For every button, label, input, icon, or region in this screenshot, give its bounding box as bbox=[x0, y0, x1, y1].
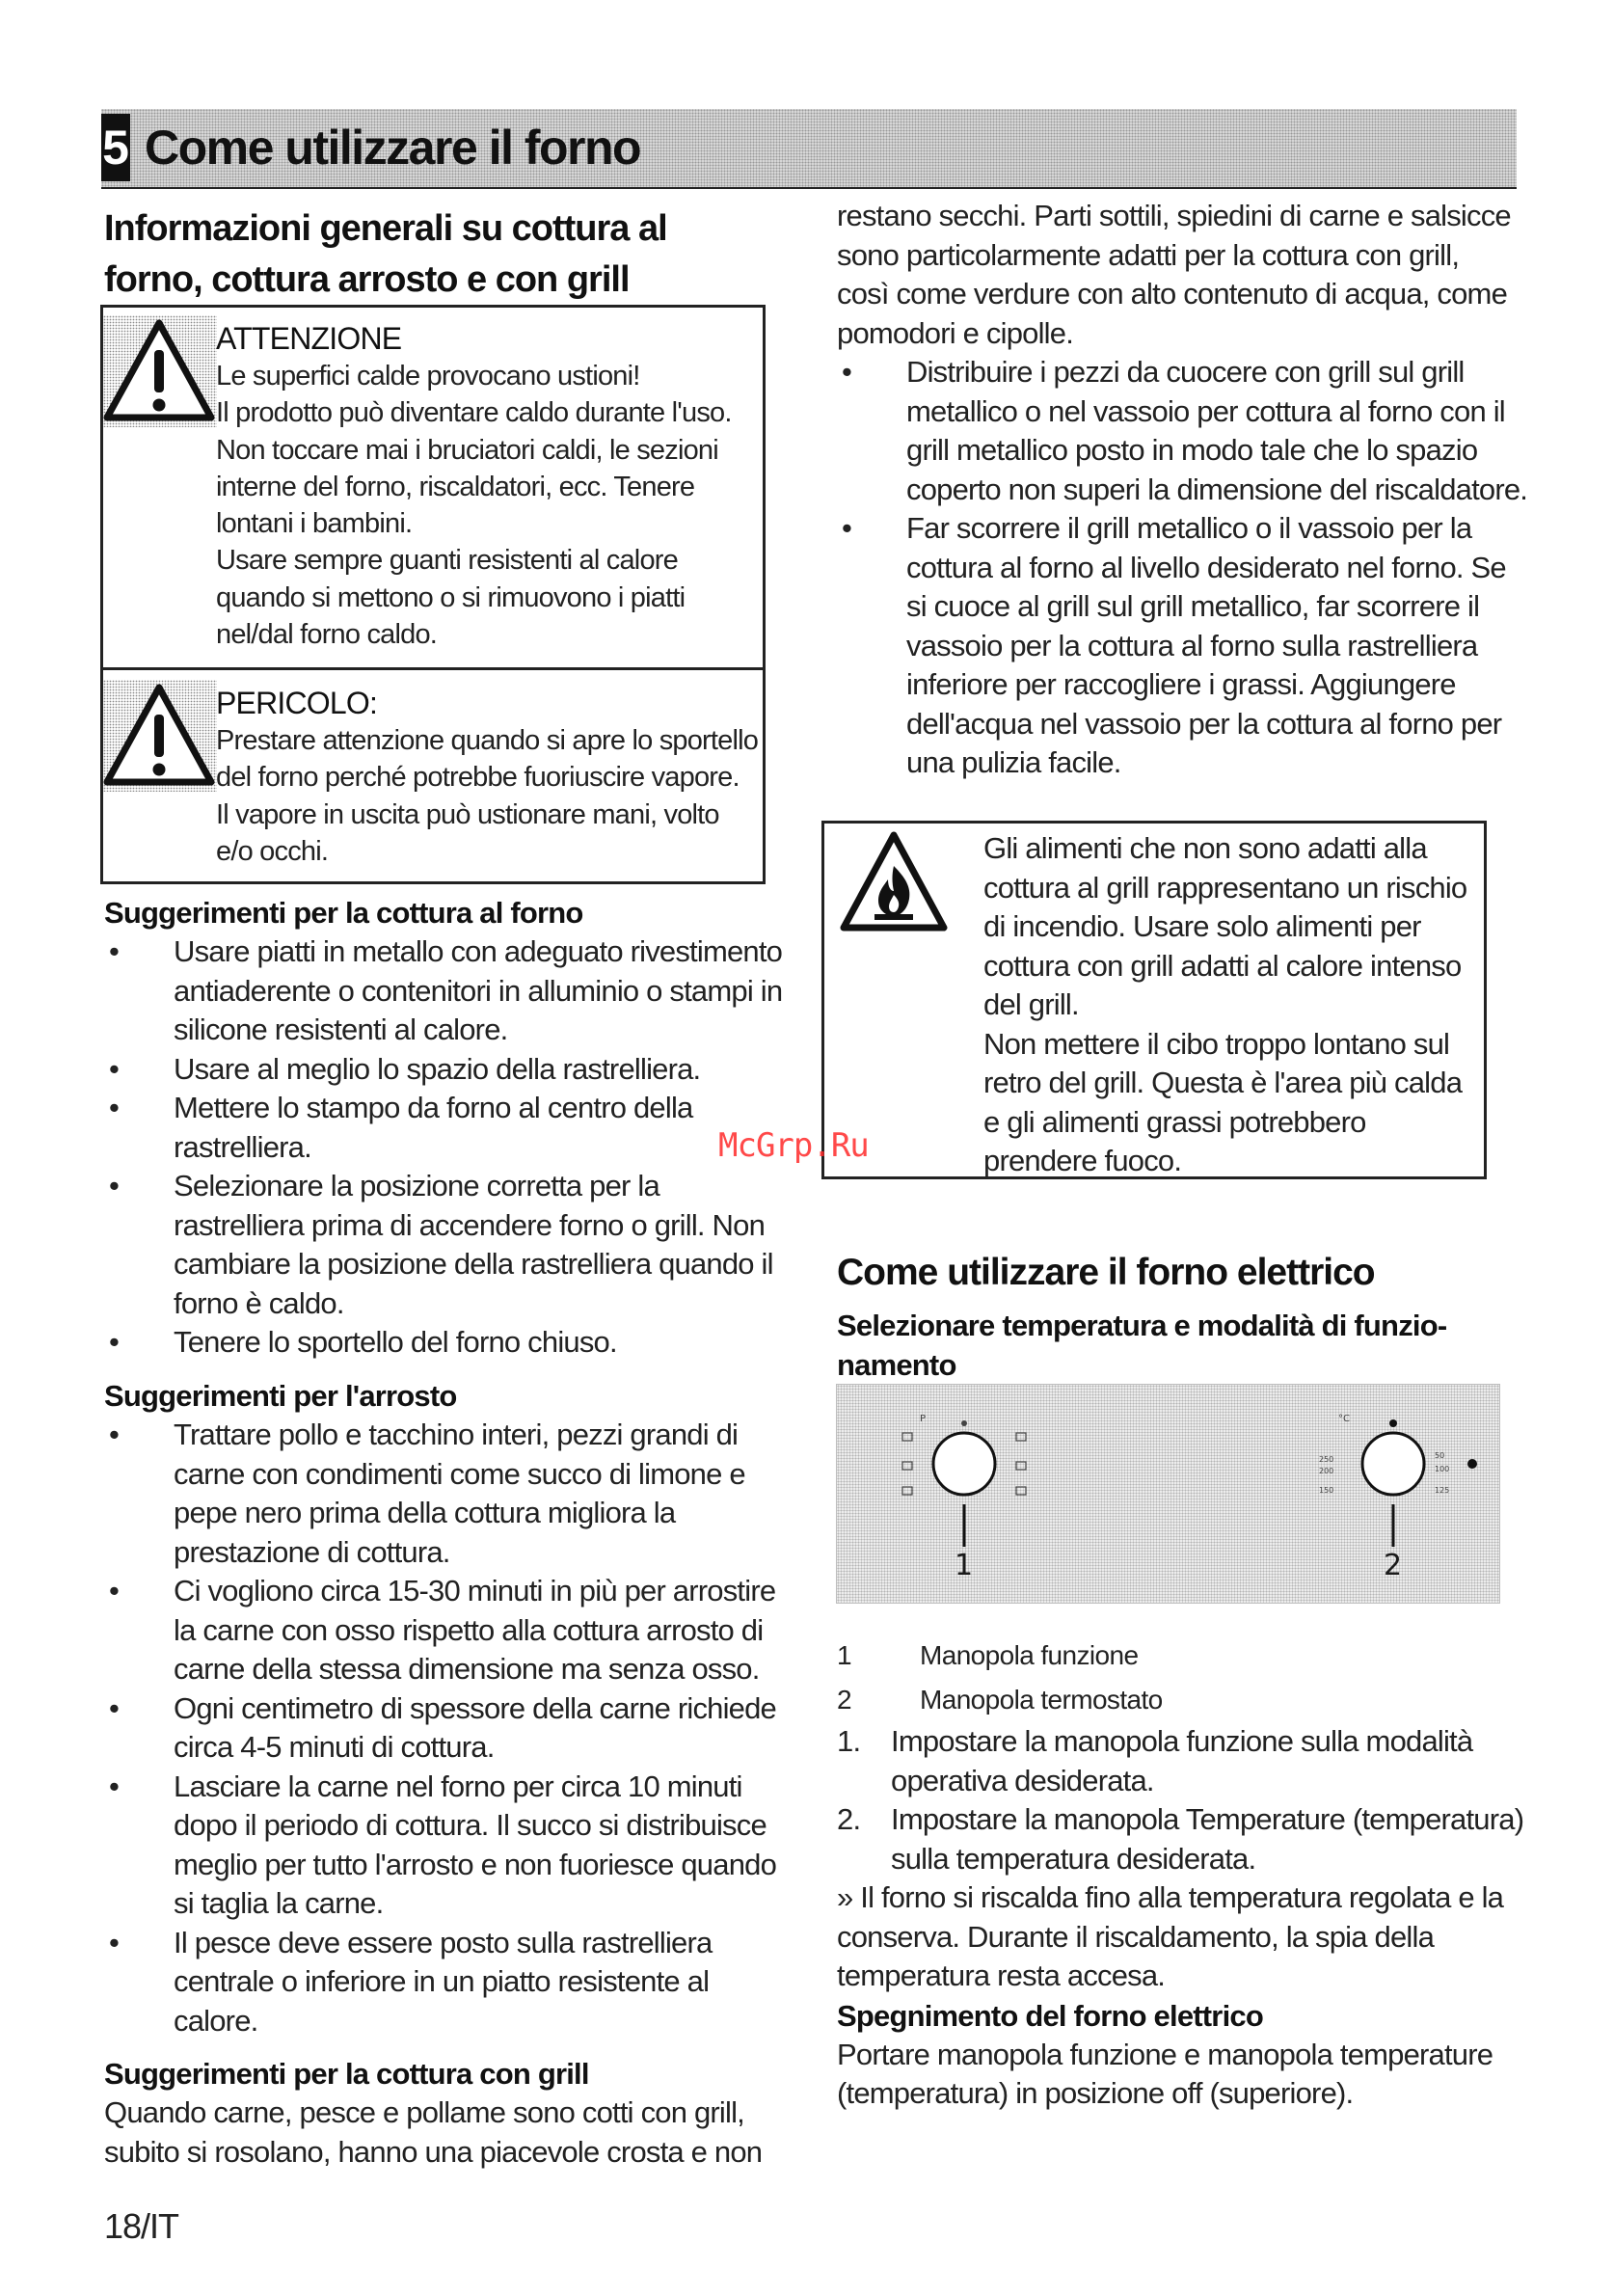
list-line: Distribuire i pezzi da cuocere con grill sul grill bbox=[906, 355, 1465, 389]
step-number: 2. bbox=[837, 1802, 861, 1836]
warning-line: Usare sempre guanti resistenti al calore bbox=[216, 545, 678, 577]
danger-line: e/o occhi. bbox=[216, 835, 329, 867]
list-line: dell'acqua nel vassoio per la cottura al forno per bbox=[906, 706, 1502, 741]
list-item: • Ci vogliono circa 15-30 minuti in più per arrostire la carne con osso rispetto alla cottura arrosto di carne della stessa dimensione ma senza osso. bbox=[104, 1572, 798, 1689]
paragraph-line: (temperatura) in posizione off (superiore). bbox=[837, 2076, 1354, 2110]
list-item: • Usare al meglio lo spazio della rastrelliera. bbox=[104, 1050, 798, 1090]
thermostat-knob bbox=[1319, 1414, 1477, 1547]
legend-number: 1 bbox=[837, 1640, 851, 1670]
danger-line: Il vapore in uscita può ustionare mani, volto bbox=[216, 798, 719, 830]
fire-line: Non mettere il cibo troppo lontano sul bbox=[983, 1026, 1450, 1061]
list-item: • Usare piatti in metallo con adeguato rivestimento antiaderente o contenitori in alluminio o stampi in silicone resistenti al calore. bbox=[104, 932, 798, 1050]
step-line: operativa desiderata. bbox=[891, 1763, 1154, 1797]
legend-label: Manopola termostato bbox=[920, 1685, 1163, 1715]
legend-label: Manopola funzione bbox=[920, 1640, 1139, 1670]
danger-title: PERICOLO: bbox=[216, 686, 378, 720]
list-line: una pulizia facile. bbox=[906, 745, 1121, 779]
callout-1: 1 bbox=[955, 1549, 974, 1582]
list-line: prestazione di cottura. bbox=[174, 1534, 450, 1569]
list-line: Usare al meglio lo spazio della rastrelliera. bbox=[174, 1051, 701, 1086]
list-line: si cuoce al grill sul grill metallico, far scorrere il bbox=[906, 589, 1480, 623]
fire-line: Gli alimenti che non sono adatti alla bbox=[983, 831, 1427, 865]
list-line: Ogni centimetro di spessore della carne richiede bbox=[174, 1690, 776, 1725]
svg-text:P: P bbox=[920, 1414, 927, 1424]
grill-tips bbox=[104, 2054, 798, 2172]
switch-off-title: Spegnimento del forno elettrico bbox=[837, 1998, 1263, 2033]
list-item: • Ogni centimetro di spessore della carne richiede circa 4-5 minuti di cottura. bbox=[104, 1689, 798, 1768]
paragraph-line: subito si rosolano, hanno una piacevole crosta e non bbox=[104, 2134, 763, 2169]
danger-box bbox=[100, 667, 766, 884]
list-line: grill metallico posto in modo tale che lo spazio bbox=[906, 433, 1478, 467]
page-number: 18/IT bbox=[104, 2206, 179, 2246]
list-line: meglio per tutto l'arrosto e non fuoriesce quando bbox=[174, 1847, 777, 1881]
list-line: carne della stessa dimensione ma senza osso. bbox=[174, 1652, 760, 1686]
step-line: sulla temperatura desiderata. bbox=[891, 1841, 1256, 1876]
step-number: 1. bbox=[837, 1724, 861, 1758]
list-line: cottura al forno al livello desiderato nel forno. Se bbox=[906, 550, 1506, 584]
list-line: rastrelliera prima di accendere forno o grill. Non bbox=[174, 1207, 766, 1242]
legend-item bbox=[837, 1678, 1541, 1722]
danger-text bbox=[216, 684, 766, 870]
warning-line: lontani i bambini. bbox=[216, 508, 413, 540]
paragraph-line: sono particolarmente adatti per la cottura con grill, bbox=[837, 237, 1460, 272]
right-continued bbox=[837, 197, 1541, 783]
list-line: forno è caldo. bbox=[174, 1285, 344, 1320]
list-item: • Il pesce deve essere posto sulla rastrelliera centrale o inferiore in un piatto resistente al calore. bbox=[104, 1924, 798, 2041]
fire-line: retro del grill. Questa è l'area più calda bbox=[983, 1066, 1463, 1099]
svg-text:125: 125 bbox=[1435, 1486, 1450, 1495]
fire-line: e gli alimenti grassi potrebbero bbox=[983, 1104, 1366, 1139]
left-heading bbox=[104, 203, 798, 306]
fire-line: cottura al grill rappresentano un rischio bbox=[983, 870, 1467, 905]
warning-line: quando si mettono o si rimuovono i piatti bbox=[216, 581, 686, 613]
result-line: conserva. Durante il riscaldamento, la spia della bbox=[837, 1919, 1435, 1954]
list-line: Mettere lo stampo da forno al centro della bbox=[174, 1091, 693, 1124]
electric-oven-title: Come utilizzare il forno elettrico bbox=[837, 1252, 1375, 1293]
legend-number: 2 bbox=[837, 1685, 851, 1715]
fire-line: cottura con grill adatti al calore intenso bbox=[983, 948, 1462, 983]
fire-line: del grill. bbox=[983, 987, 1079, 1021]
list-line: circa 4-5 minuti di cottura. bbox=[174, 1730, 495, 1764]
list-line: dopo il periodo di cottura. Il succo si distribuisce bbox=[174, 1808, 767, 1842]
fire-hazard-icon bbox=[838, 829, 950, 935]
list-line: calore. bbox=[174, 2003, 258, 2038]
list-line: antiaderente o contenitori in alluminio o stampi in bbox=[174, 973, 783, 1008]
roast-tips bbox=[104, 1376, 798, 2040]
fire-line: di incendio. Usare solo alimenti per bbox=[983, 909, 1421, 943]
svg-text:150: 150 bbox=[1319, 1486, 1334, 1495]
list-line: pepe nero prima della cottura migliora la bbox=[174, 1496, 676, 1529]
svg-text:°C: °C bbox=[1338, 1414, 1350, 1424]
paragraph-line: restano secchi. Parti sottili, spiedini di carne e salsicce bbox=[837, 199, 1511, 232]
danger-line: Prestare attenzione quando si apre lo sportello bbox=[216, 725, 759, 756]
paragraph-line: Quando carne, pesce e pollame sono cotti con grill, bbox=[104, 2095, 744, 2129]
fire-line: prendere fuoco. bbox=[983, 1144, 1182, 1177]
list-line: inferiore per raccogliere i grassi. Aggiungere bbox=[906, 667, 1456, 701]
legend-item bbox=[837, 1634, 1541, 1678]
callout-2: 2 bbox=[1384, 1549, 1403, 1582]
list-line: Lasciare la carne nel forno per circa 10 minuti bbox=[174, 1769, 742, 1803]
warning-triangle-icon bbox=[103, 315, 217, 427]
warning-line: Non toccare mai i bruciatori caldi, le sezioni bbox=[216, 434, 718, 466]
fire-warning-text bbox=[983, 829, 1485, 1181]
electric-oven-section bbox=[837, 1247, 1531, 1385]
list-line: Usare piatti in metallo con adeguato rivestimento bbox=[174, 934, 783, 968]
list-item: • Far scorrere il grill metallico o il vassoio per la cottura al forno al livello desiderato nel forno. Se si cuoce al grill sul grill metallico, far scorrere il vassoio per la cottura al forno sulla rastrelliera inferiore per raccogliere i grassi. Aggiungere dell'acqua nel vassoio per la cottura al forno per una pulizia facile. bbox=[837, 509, 1541, 783]
paragraph-line: così come verdure con alto contenuto di acqua, come bbox=[837, 277, 1508, 311]
list-item: • Distribuire i pezzi da cuocere con grill sul grill metallico o nel vassoio per cottura al forno con il grill metallico posto in modo tale che lo spazio coperto non superi la dimensione del riscaldatore. bbox=[837, 353, 1541, 509]
danger-line: del forno perché potrebbe fuoriuscire vapore. bbox=[216, 762, 740, 794]
list-item: • Trattare pollo e tacchino interi, pezzi grandi di carne con condimenti come succo di limone e pepe nero prima della cottura migliora la prestazione di cottura. bbox=[104, 1416, 798, 1572]
section-heading-line: Informazioni generali su cottura al bbox=[104, 208, 667, 249]
list-line: silicone resistenti al calore. bbox=[174, 1013, 508, 1046]
list-line: metallico o nel vassoio per cottura al forno con il bbox=[906, 393, 1505, 428]
result-line: temperatura resta accesa. bbox=[837, 1958, 1166, 1992]
warning-line: nel/dal forno caldo. bbox=[216, 619, 438, 651]
list-line: la carne con osso rispetto alla cottura arrosto di bbox=[174, 1612, 764, 1647]
svg-text:100: 100 bbox=[1435, 1465, 1450, 1473]
list-line: Far scorrere il grill metallico o il vassoio per la bbox=[906, 511, 1472, 545]
step-item bbox=[837, 1722, 1541, 1800]
list-line: Ci vogliono circa 15-30 minuti in più per arrostire bbox=[174, 1574, 776, 1607]
paragraph-line: pomodori e cipolle. bbox=[837, 315, 1074, 350]
section-heading-line: forno, cottura arrosto e con grill bbox=[104, 259, 630, 300]
list-line: rastrelliera. bbox=[174, 1129, 311, 1164]
chapter-number: 5 bbox=[101, 114, 130, 181]
list-line: Trattare pollo e tacchino interi, pezzi grandi di bbox=[174, 1418, 739, 1451]
list-line: si taglia la carne. bbox=[174, 1886, 384, 1920]
roast-tips-title: Suggerimenti per l'arrosto bbox=[104, 1379, 457, 1413]
list-item: • Selezionare la posizione corretta per la rastrelliera prima di accendere forno o grill. Non cambiare la posizione della rastrelliera quando il forno è caldo. bbox=[104, 1167, 798, 1323]
electric-oven-subtitle: Selezionare temperatura e modalità di funzio- bbox=[837, 1309, 1447, 1342]
function-knob bbox=[902, 1414, 1026, 1547]
warning-line: Il prodotto può diventare caldo durante l'uso. bbox=[216, 397, 732, 429]
warning-line: interne del forno, riscaldatori, ecc. Tenere bbox=[216, 471, 695, 502]
list-line: Il pesce deve essere posto sulla rastrelliera bbox=[174, 1925, 713, 1959]
warning-box bbox=[100, 305, 766, 670]
warning-line: Le superfici calde provocano ustioni! bbox=[216, 361, 640, 392]
step-item bbox=[837, 1800, 1541, 1878]
result-line: » Il forno si riscalda fino alla temperatura regolata e la bbox=[837, 1880, 1504, 1914]
list-line: Tenere lo sportello del forno chiuso. bbox=[174, 1325, 617, 1359]
electric-oven-subtitle: namento bbox=[837, 1348, 956, 1382]
svg-text:200: 200 bbox=[1319, 1467, 1334, 1475]
fire-warning-box bbox=[821, 821, 1487, 1179]
baking-tips-title: Suggerimenti per la cottura al forno bbox=[104, 896, 583, 930]
list-line: coperto non superi la dimensione del riscaldatore. bbox=[906, 472, 1528, 506]
watermark: McGrp.Ru bbox=[718, 1126, 869, 1165]
step-line: Impostare la manopola funzione sulla modalità bbox=[891, 1724, 1473, 1758]
list-line: vassoio per la cottura al forno sulla rastrelliera bbox=[906, 628, 1478, 662]
list-line: centrale o inferiore in un piatto resistente al bbox=[174, 1964, 710, 1998]
chapter-title: Come utilizzare il forno bbox=[145, 121, 641, 175]
svg-text:50: 50 bbox=[1435, 1451, 1445, 1460]
warning-title: ATTENZIONE bbox=[216, 321, 402, 356]
control-panel-diagram bbox=[836, 1384, 1500, 1604]
electric-oven-instructions bbox=[837, 1634, 1541, 2114]
header-rule bbox=[101, 187, 1517, 189]
svg-text:250: 250 bbox=[1319, 1455, 1334, 1464]
list-line: cambiare la posizione della rastrelliera quando il bbox=[174, 1247, 773, 1281]
step-line: Impostare la manopola Temperature (temperatura) bbox=[891, 1802, 1524, 1836]
baking-tips bbox=[104, 893, 798, 1363]
list-line: carne con condimenti come succo di limone e bbox=[174, 1456, 745, 1491]
paragraph-line: Portare manopola funzione e manopola temperature bbox=[837, 2037, 1493, 2071]
list-item: • Lasciare la carne nel forno per circa 10 minuti dopo il periodo di cottura. Il succo si distribuisce meglio per tutto l'arrosto e non fuoriesce quando si taglia la carne. bbox=[104, 1768, 798, 1924]
warning-triangle-icon bbox=[103, 680, 217, 792]
list-item: • Tenere lo sportello del forno chiuso. bbox=[104, 1323, 798, 1363]
warning-text bbox=[216, 319, 766, 653]
list-item: • Mettere lo stampo da forno al centro della rastrelliera. bbox=[104, 1089, 798, 1167]
grill-tips-title: Suggerimenti per la cottura con grill bbox=[104, 2057, 589, 2091]
list-line: Selezionare la posizione corretta per la bbox=[174, 1169, 659, 1202]
